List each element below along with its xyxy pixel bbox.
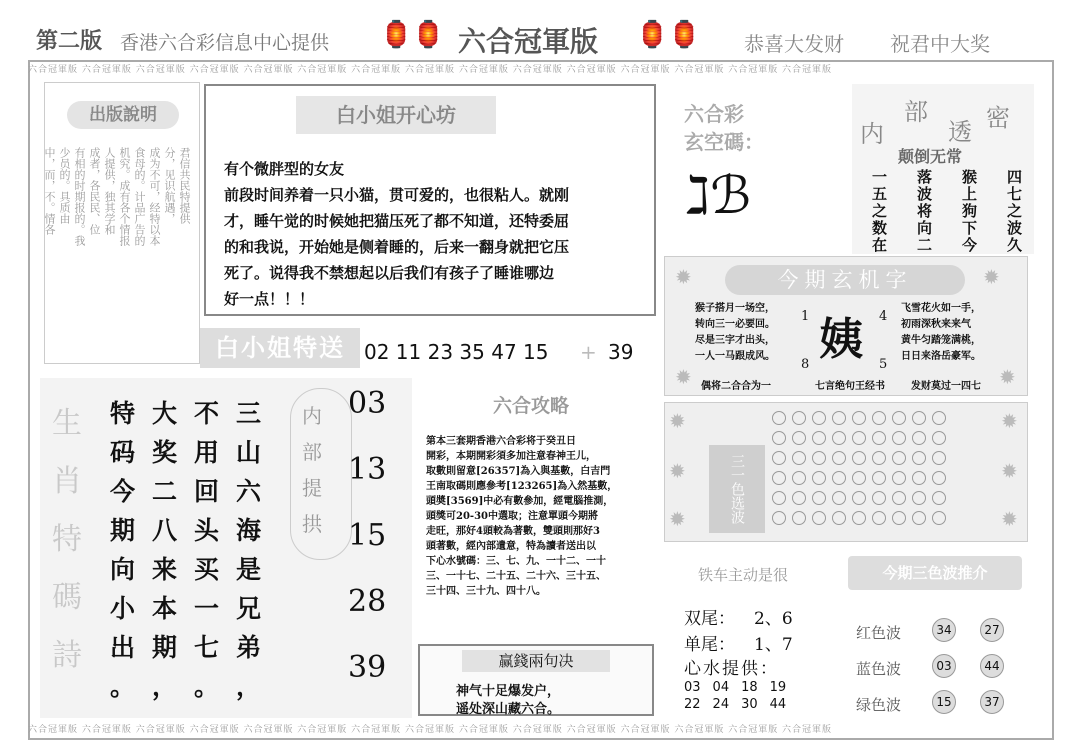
strategy-text bbox=[426, 434, 658, 599]
red-ball: 34 bbox=[932, 618, 956, 642]
poem-char: 码 bbox=[110, 438, 136, 467]
tails-row bbox=[684, 680, 834, 697]
strategy-line: 下心水號碼：三、七、九、一十二、一十 bbox=[426, 556, 606, 567]
poem-char: 本 bbox=[152, 594, 178, 623]
verse-line: 转向三一必要回。 bbox=[695, 319, 775, 330]
special-numbers-bar bbox=[200, 326, 656, 372]
poem-column bbox=[152, 394, 190, 706]
note-column: 少员的。具质由 bbox=[58, 147, 71, 224]
verse-line: 一人一马跟成风。 bbox=[695, 351, 775, 362]
poem-char: 不 bbox=[194, 399, 220, 428]
secret-char: 下 bbox=[961, 219, 977, 237]
xuanji-num: 1 bbox=[801, 309, 810, 324]
story-line: 死了。说得我不禁想起以后我们有孩子了睡谁哪边 bbox=[224, 264, 555, 282]
side-label-char: 部 bbox=[302, 440, 322, 464]
secret-row bbox=[872, 200, 1022, 220]
poem-char: 期 bbox=[152, 633, 178, 662]
note-column: 成为不可，经特以本 bbox=[148, 147, 161, 246]
story-line: 有个微胖型的女友 bbox=[224, 160, 345, 178]
poem-char: 来 bbox=[152, 555, 178, 584]
happy-room-panel bbox=[204, 84, 656, 316]
wave-circle bbox=[772, 411, 786, 425]
xuanji-num: 8 bbox=[801, 357, 810, 372]
secret-char: 狗 bbox=[961, 202, 977, 220]
red-wave-label: 红色波 bbox=[856, 624, 902, 642]
wave-circle bbox=[812, 471, 826, 485]
poem-number: 13 bbox=[348, 452, 387, 487]
side-label-char: 内 bbox=[302, 404, 322, 428]
wave-circle bbox=[912, 431, 926, 445]
star-icon: ✹ bbox=[1001, 459, 1018, 483]
secret-char: 一 bbox=[872, 168, 888, 186]
verse-line: 猴子搭月一场空， bbox=[695, 303, 775, 314]
secret-char: 猴 bbox=[961, 168, 977, 186]
poem-column bbox=[236, 394, 274, 706]
single-tail-label: 单尾： bbox=[684, 635, 735, 655]
three-color-title: 今期三色波推介 bbox=[848, 556, 1022, 590]
wave-circle bbox=[852, 431, 866, 445]
poem-column bbox=[194, 394, 232, 706]
star-icon: ✹ bbox=[675, 265, 692, 289]
poem-char: 三 bbox=[236, 399, 262, 428]
wave-circle bbox=[852, 511, 866, 525]
verse-line: 飞雪花火如一手， bbox=[901, 303, 981, 314]
wave-circle bbox=[872, 491, 886, 505]
poem-char: 六 bbox=[236, 477, 262, 506]
poem-number: 28 bbox=[348, 584, 387, 619]
verse-line: 黄牛匀踏笼满桃， bbox=[901, 335, 981, 346]
wave-circle bbox=[872, 511, 886, 525]
poem-char: 弟 bbox=[236, 633, 262, 662]
tails-number: 44 bbox=[769, 697, 787, 712]
poem-char: 期 bbox=[110, 516, 136, 545]
blue-ball: 44 bbox=[980, 654, 1004, 678]
provider-text: 香港六合彩信息中心提供 bbox=[120, 32, 330, 54]
edition-label: 第二版 bbox=[36, 28, 103, 54]
wave-circle bbox=[932, 451, 946, 465]
poem-char: 。 bbox=[110, 672, 136, 701]
verse-line: 尽是三字才出头， bbox=[695, 335, 775, 346]
poem-char: 奖 bbox=[152, 438, 178, 467]
poem-char: 头 bbox=[194, 516, 220, 545]
star-icon: ✹ bbox=[675, 365, 692, 389]
secret-char: 波 bbox=[916, 185, 932, 203]
header-bar bbox=[28, 18, 1054, 60]
note-column: 中，而，不。情各 bbox=[43, 147, 56, 235]
wave-circle bbox=[792, 431, 806, 445]
green-ball: 37 bbox=[980, 690, 1004, 714]
note-column: 成者，各民民、位 bbox=[88, 147, 101, 235]
lantern-icon: 🏮🏮 bbox=[380, 20, 445, 50]
poem-char: 今 bbox=[110, 477, 136, 506]
color-wave-panel bbox=[664, 402, 1028, 542]
secret-char: 在 bbox=[872, 236, 888, 254]
wave-circle bbox=[912, 451, 926, 465]
wave-circle bbox=[892, 491, 906, 505]
secret-char: 向 bbox=[916, 219, 932, 237]
strategy-line: 頭奬[3569]中必有數參加，經電腦推測， bbox=[426, 496, 614, 507]
secret-char: 上 bbox=[961, 185, 977, 203]
plus-sign: + bbox=[580, 340, 597, 364]
xuanji-title: 今期玄机字 bbox=[725, 265, 965, 295]
wave-circle bbox=[932, 471, 946, 485]
poem-char: 是 bbox=[236, 555, 262, 584]
wave-row bbox=[769, 449, 999, 469]
wave-circle bbox=[852, 411, 866, 425]
xuanji-num: 5 bbox=[879, 357, 888, 372]
secret-row bbox=[872, 234, 1022, 254]
red-ball: 27 bbox=[980, 618, 1004, 642]
xuanji-right-verse bbox=[901, 301, 981, 365]
wave-circle bbox=[832, 451, 846, 465]
wave-row bbox=[769, 429, 999, 449]
poem-char: 七 bbox=[194, 633, 220, 662]
mystery-code-panel bbox=[664, 84, 852, 252]
side-label-char: 拱 bbox=[302, 512, 322, 536]
wave-circle bbox=[792, 471, 806, 485]
tails-number: 30 bbox=[741, 697, 758, 712]
tails-number: 18 bbox=[741, 680, 758, 695]
win-line: 遥处深山藏六合。 bbox=[456, 702, 561, 717]
wave-circle bbox=[772, 451, 786, 465]
wave-circle bbox=[892, 451, 906, 465]
poem-char: 买 bbox=[194, 555, 220, 584]
poem-char: 特 bbox=[110, 399, 136, 428]
secret-grid bbox=[872, 166, 1022, 254]
heart-label: 心水提供： bbox=[684, 659, 779, 679]
poem-char: 大 bbox=[152, 399, 178, 428]
xuanji-num: 4 bbox=[879, 309, 888, 324]
star-icon: ✹ bbox=[1001, 507, 1018, 531]
wave-circle-grid bbox=[769, 409, 999, 529]
secret-char: 将 bbox=[916, 202, 932, 220]
mystery-label-1: 六合彩 bbox=[684, 102, 744, 126]
xuanji-big-char: 姨 bbox=[819, 314, 863, 365]
note-column: 分，见识航遇， bbox=[163, 147, 176, 224]
note-column: 机究。成有各个情报 bbox=[118, 147, 131, 246]
story-line: 好一点！！！ bbox=[224, 290, 315, 308]
logo-text: 六合冠軍版 bbox=[458, 25, 599, 58]
wave-circle bbox=[892, 411, 906, 425]
border-pattern-top: 六合冠軍版 六合冠軍版 六合冠軍版 六合冠軍版 六合冠軍版 六合冠軍版 六合冠軍版 六合冠軍版 六合冠軍版 六合冠軍版 六合冠軍版 六合冠軍版 六合冠軍版 六合冠軍版 六合冠軍版 bbox=[28, 65, 833, 75]
secret-char: 之 bbox=[1006, 202, 1022, 220]
secret-char: 波 bbox=[1006, 219, 1022, 237]
secret-char: 四 bbox=[1006, 168, 1022, 186]
secret-char: 落 bbox=[916, 168, 932, 186]
lantern-icon: 🏮🏮 bbox=[636, 20, 701, 50]
poem-panel bbox=[40, 378, 412, 718]
tails-row bbox=[684, 697, 834, 714]
wave-circle bbox=[792, 451, 806, 465]
poem-char: 回 bbox=[194, 477, 220, 506]
strategy-line: 頭著數，經內部遺意，特為讀者送出以 bbox=[426, 541, 596, 552]
green-ball: 15 bbox=[932, 690, 956, 714]
poem-char: 一 bbox=[194, 594, 220, 623]
wave-circle bbox=[832, 431, 846, 445]
poem-char: 山 bbox=[236, 438, 262, 467]
strategy-line: 走旺，那好4頭較為著數，雙頭則那好3 bbox=[426, 526, 600, 537]
watermark-char: 特 bbox=[52, 522, 82, 557]
wave-row bbox=[769, 489, 999, 509]
win-money-title: 赢錢兩句决 bbox=[462, 650, 610, 672]
wave-circle bbox=[812, 491, 826, 505]
story-line: 才，睡午觉的时候她把猫压死了都不知道，还特委屈 bbox=[224, 212, 570, 230]
wave-circle bbox=[832, 491, 846, 505]
wave-circle bbox=[832, 471, 846, 485]
wave-circle bbox=[932, 511, 946, 525]
wave-circle bbox=[932, 431, 946, 445]
xuanji-footer: 七言绝句王经书 bbox=[815, 381, 885, 392]
poem-char: 八 bbox=[152, 516, 178, 545]
wave-circle bbox=[772, 511, 786, 525]
tails-number: 03 bbox=[684, 680, 701, 695]
wave-row bbox=[769, 469, 999, 489]
double-tail-value: 2、6 bbox=[754, 609, 793, 629]
wave-circle bbox=[812, 411, 826, 425]
secret-char: 二 bbox=[916, 236, 932, 254]
poem-char: 用 bbox=[194, 438, 220, 467]
secret-title-char: 内 bbox=[860, 120, 884, 148]
publish-note-title: 出版說明 bbox=[67, 101, 179, 129]
wave-circle bbox=[912, 491, 926, 505]
star-icon: ✹ bbox=[1001, 409, 1018, 433]
wave-circle bbox=[812, 451, 826, 465]
tails-panel bbox=[664, 548, 840, 720]
color-wave-title: 三一色选波 bbox=[709, 445, 765, 533]
poem-char: ， bbox=[236, 672, 262, 701]
publish-note-panel bbox=[44, 82, 200, 364]
wave-circle bbox=[832, 411, 846, 425]
poem-char: 海 bbox=[236, 516, 262, 545]
star-icon: ✹ bbox=[669, 409, 686, 433]
tails-numbers bbox=[684, 680, 834, 714]
strategy-line: 開彩，本期開彩須多加注意春神王儿， bbox=[426, 451, 596, 462]
watermark-char: 詩 bbox=[52, 638, 82, 673]
single-tail-value: 1、7 bbox=[754, 635, 793, 655]
happy-room-story bbox=[224, 156, 569, 312]
wave-circle bbox=[932, 411, 946, 425]
poem-char: ， bbox=[152, 672, 178, 701]
poem-char: 出 bbox=[110, 633, 136, 662]
wave-circle bbox=[892, 471, 906, 485]
wave-circle bbox=[872, 451, 886, 465]
strategy-title: 六合攻略 bbox=[492, 395, 569, 417]
secret-char: 七 bbox=[1006, 185, 1022, 203]
wave-circle bbox=[852, 491, 866, 505]
wave-circle bbox=[892, 431, 906, 445]
poem-char: 兄 bbox=[236, 594, 262, 623]
wave-circle bbox=[892, 511, 906, 525]
poem-grid bbox=[110, 394, 274, 706]
poem-column bbox=[110, 394, 148, 706]
wave-circle bbox=[872, 411, 886, 425]
wave-circle bbox=[872, 471, 886, 485]
poem-number: 03 bbox=[348, 386, 387, 421]
verse-line: 初雨深秋来来气 bbox=[901, 319, 971, 330]
border-pattern-bottom: 六合冠軍版 六合冠軍版 六合冠軍版 六合冠軍版 六合冠軍版 六合冠軍版 六合冠軍版 六合冠軍版 六合冠軍版 六合冠軍版 六合冠軍版 六合冠軍版 六合冠軍版 六合冠軍版 六合冠軍版 bbox=[28, 725, 833, 735]
wave-circle bbox=[792, 411, 806, 425]
strategy-line: 三十四、三十九、四十八。 bbox=[426, 586, 546, 597]
special-label: 白小姐特送 bbox=[200, 328, 360, 368]
wave-circle bbox=[812, 431, 826, 445]
poem-char: 二 bbox=[152, 477, 178, 506]
secret-subtitle: 颠倒无常 bbox=[898, 147, 963, 166]
poem-char: 向 bbox=[110, 555, 136, 584]
secret-title-char: 部 bbox=[904, 98, 928, 126]
note-column: 君信共民特提供 bbox=[178, 147, 191, 224]
tails-number: 24 bbox=[712, 697, 730, 712]
watermark-char: 碼 bbox=[52, 580, 82, 615]
strategy-line: 王南取碼則應參考[123265]為入然基數， bbox=[426, 481, 618, 492]
note-column: 人提供，独其学和 bbox=[103, 147, 116, 235]
secret-row bbox=[872, 166, 1022, 186]
wave-circle bbox=[852, 471, 866, 485]
tails-title: 铁车主动是很 bbox=[698, 566, 789, 584]
side-label-char: 提 bbox=[302, 476, 322, 500]
publish-note-body bbox=[42, 147, 191, 357]
mystery-code-glyph: ℷℬ bbox=[686, 166, 752, 226]
strategy-line: 三、一十七、二十五、二十六、三十五、 bbox=[426, 571, 606, 582]
secret-char: 之 bbox=[872, 202, 888, 220]
secret-char: 五 bbox=[872, 185, 888, 203]
mystery-label-2: 玄空碼： bbox=[684, 130, 764, 154]
tails-number: 19 bbox=[769, 680, 787, 695]
strategy-panel bbox=[418, 378, 660, 640]
wave-circle bbox=[792, 511, 806, 525]
star-icon: ✹ bbox=[999, 365, 1016, 389]
poem-number: 15 bbox=[348, 518, 387, 553]
wave-circle bbox=[812, 511, 826, 525]
wave-circle bbox=[912, 511, 926, 525]
three-color-panel bbox=[844, 548, 1028, 720]
wave-circle bbox=[872, 431, 886, 445]
wave-circle bbox=[912, 411, 926, 425]
wave-row bbox=[769, 409, 999, 429]
secret-char: 久 bbox=[1006, 236, 1022, 254]
blue-wave-label: 蓝色波 bbox=[856, 660, 902, 678]
note-column: 有相的时期报的。我 bbox=[73, 147, 86, 246]
wave-circle bbox=[772, 491, 786, 505]
secret-title-char: 密 bbox=[986, 104, 1010, 132]
star-icon: ✹ bbox=[669, 459, 686, 483]
special-extra-number: 39 bbox=[608, 340, 634, 364]
greeting-2: 祝君中大奖 bbox=[890, 32, 990, 56]
wave-circle bbox=[832, 511, 846, 525]
strategy-line: 第本三套期香港六合彩将于癸丑日 bbox=[426, 436, 576, 447]
wave-circle bbox=[932, 491, 946, 505]
green-wave-label: 绿色波 bbox=[856, 696, 902, 714]
watermark-char: 肖 bbox=[52, 464, 82, 499]
blue-ball: 03 bbox=[932, 654, 956, 678]
wave-circle bbox=[792, 491, 806, 505]
side-label bbox=[302, 400, 342, 544]
tails-number: 22 bbox=[684, 697, 701, 712]
poem-number: 39 bbox=[348, 650, 387, 685]
win-money-panel bbox=[418, 644, 654, 716]
xuanji-panel bbox=[664, 256, 1028, 396]
secret-char: 今 bbox=[961, 236, 977, 254]
wave-circle bbox=[912, 471, 926, 485]
secret-title-char: 透 bbox=[948, 118, 972, 146]
poem-numbers bbox=[348, 386, 408, 716]
star-icon: ✹ bbox=[983, 265, 1000, 289]
happy-room-title: 白小姐开心坊 bbox=[296, 96, 496, 134]
xuanji-footer: 发财莫过一四七 bbox=[911, 381, 981, 392]
verse-line: 日日来洛岳豪军。 bbox=[901, 351, 981, 362]
note-column: 食母的。计品广告的 bbox=[133, 147, 146, 246]
secret-char: 数 bbox=[872, 219, 888, 237]
poem-char: 小 bbox=[110, 594, 136, 623]
strategy-line: 頭獎可20-30中選取；注意單頭今期將 bbox=[426, 511, 598, 522]
secret-row bbox=[872, 183, 1022, 203]
story-line: 的和我说，开始她是侧着睡的，后来一翻身就把它压 bbox=[224, 238, 570, 256]
greeting-1: 恭喜大发财 bbox=[744, 32, 844, 56]
wave-circle bbox=[852, 451, 866, 465]
star-icon: ✹ bbox=[669, 507, 686, 531]
inside-secret-panel bbox=[852, 84, 1034, 254]
tails-number: 04 bbox=[712, 680, 730, 695]
double-tail-label: 双尾： bbox=[684, 609, 735, 629]
wave-circle bbox=[772, 471, 786, 485]
poem-watermark bbox=[52, 398, 112, 688]
strategy-line: 取數則留意[26357]為入與基數，白吉門 bbox=[426, 466, 611, 477]
wave-row bbox=[769, 509, 999, 529]
special-main-numbers: 02 11 23 35 47 15 bbox=[364, 340, 549, 364]
watermark-char: 生 bbox=[52, 406, 82, 441]
xuanji-left-verse bbox=[695, 301, 775, 365]
secret-row bbox=[872, 217, 1022, 237]
poem-char: 。 bbox=[194, 672, 220, 701]
wave-circle bbox=[772, 431, 786, 445]
win-line: 神气十足爆发户， bbox=[456, 684, 561, 699]
story-line: 前段时间养着一只小猫，贯可爱的，也很粘人。就刚 bbox=[224, 186, 570, 204]
xuanji-footer: 偶将二合合为一 bbox=[701, 381, 771, 392]
